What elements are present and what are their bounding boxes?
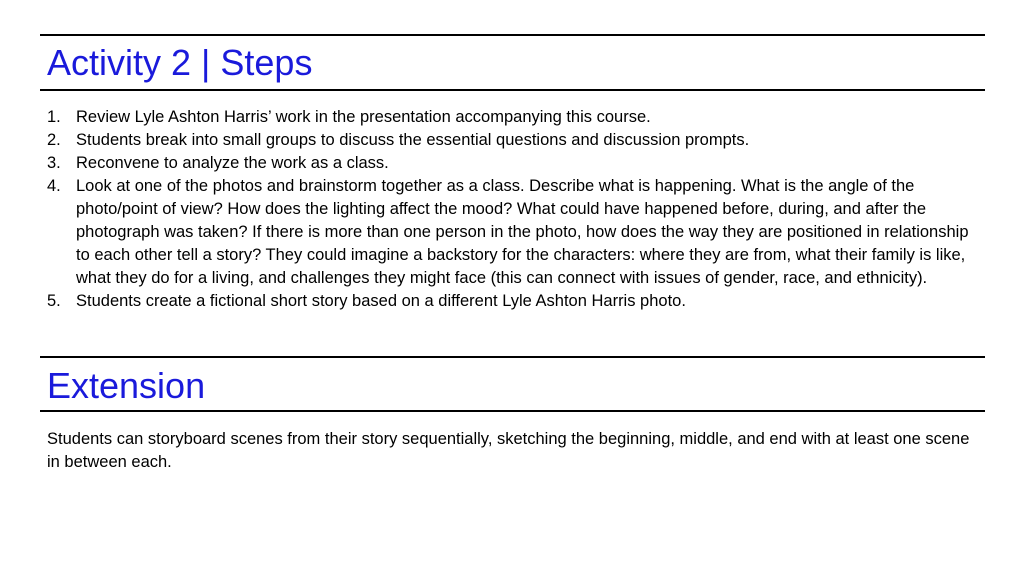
step-number: 2. <box>47 131 61 149</box>
step-text: Review Lyle Ashton Harris’ work in the presentation accompanying this course. <box>76 108 651 126</box>
top-divider <box>40 34 985 36</box>
step-text: Reconvene to analyze the work as a class. <box>76 154 389 172</box>
step-item <box>47 106 982 129</box>
extension-title-divider <box>40 410 985 412</box>
activity-title-divider <box>40 89 985 91</box>
step-item <box>47 129 982 152</box>
activity-title: Activity 2 | Steps <box>47 42 313 83</box>
extension-title: Extension <box>47 365 206 406</box>
steps-list <box>47 106 982 313</box>
step-text: Students create a fictional short story based on a different Lyle Ashton Harris photo. <box>76 292 686 310</box>
extension-top-divider <box>40 356 985 358</box>
step-text: Look at one of the photos and brainstorm together as a class. Describe what is happening. What is the angle of the photo/point of view? How does the lighting affect the mood? What could have happened before, during, and after the photograph was taken? If there is more than one person in the photo, how does the way they are positioned in relationship to each other tell a story? They could imagine a backstory for the characters: where they are from, what their family is like, what they do for a living, and challenges they might face (this can connect with issues of gender, race, and ethnicity). <box>76 177 969 287</box>
step-text: Students break into small groups to discuss the essential questions and discussion prompts. <box>76 131 750 149</box>
step-item <box>47 175 982 290</box>
step-item <box>47 290 982 313</box>
step-number: 4. <box>47 177 61 195</box>
step-number: 1. <box>47 108 61 126</box>
step-item <box>47 152 982 175</box>
step-number: 3. <box>47 154 61 172</box>
step-number: 5. <box>47 292 61 310</box>
extension-body: Students can storyboard scenes from their story sequentially, sketching the beginning, middle, and end with at least one scene in between each. <box>47 430 970 471</box>
